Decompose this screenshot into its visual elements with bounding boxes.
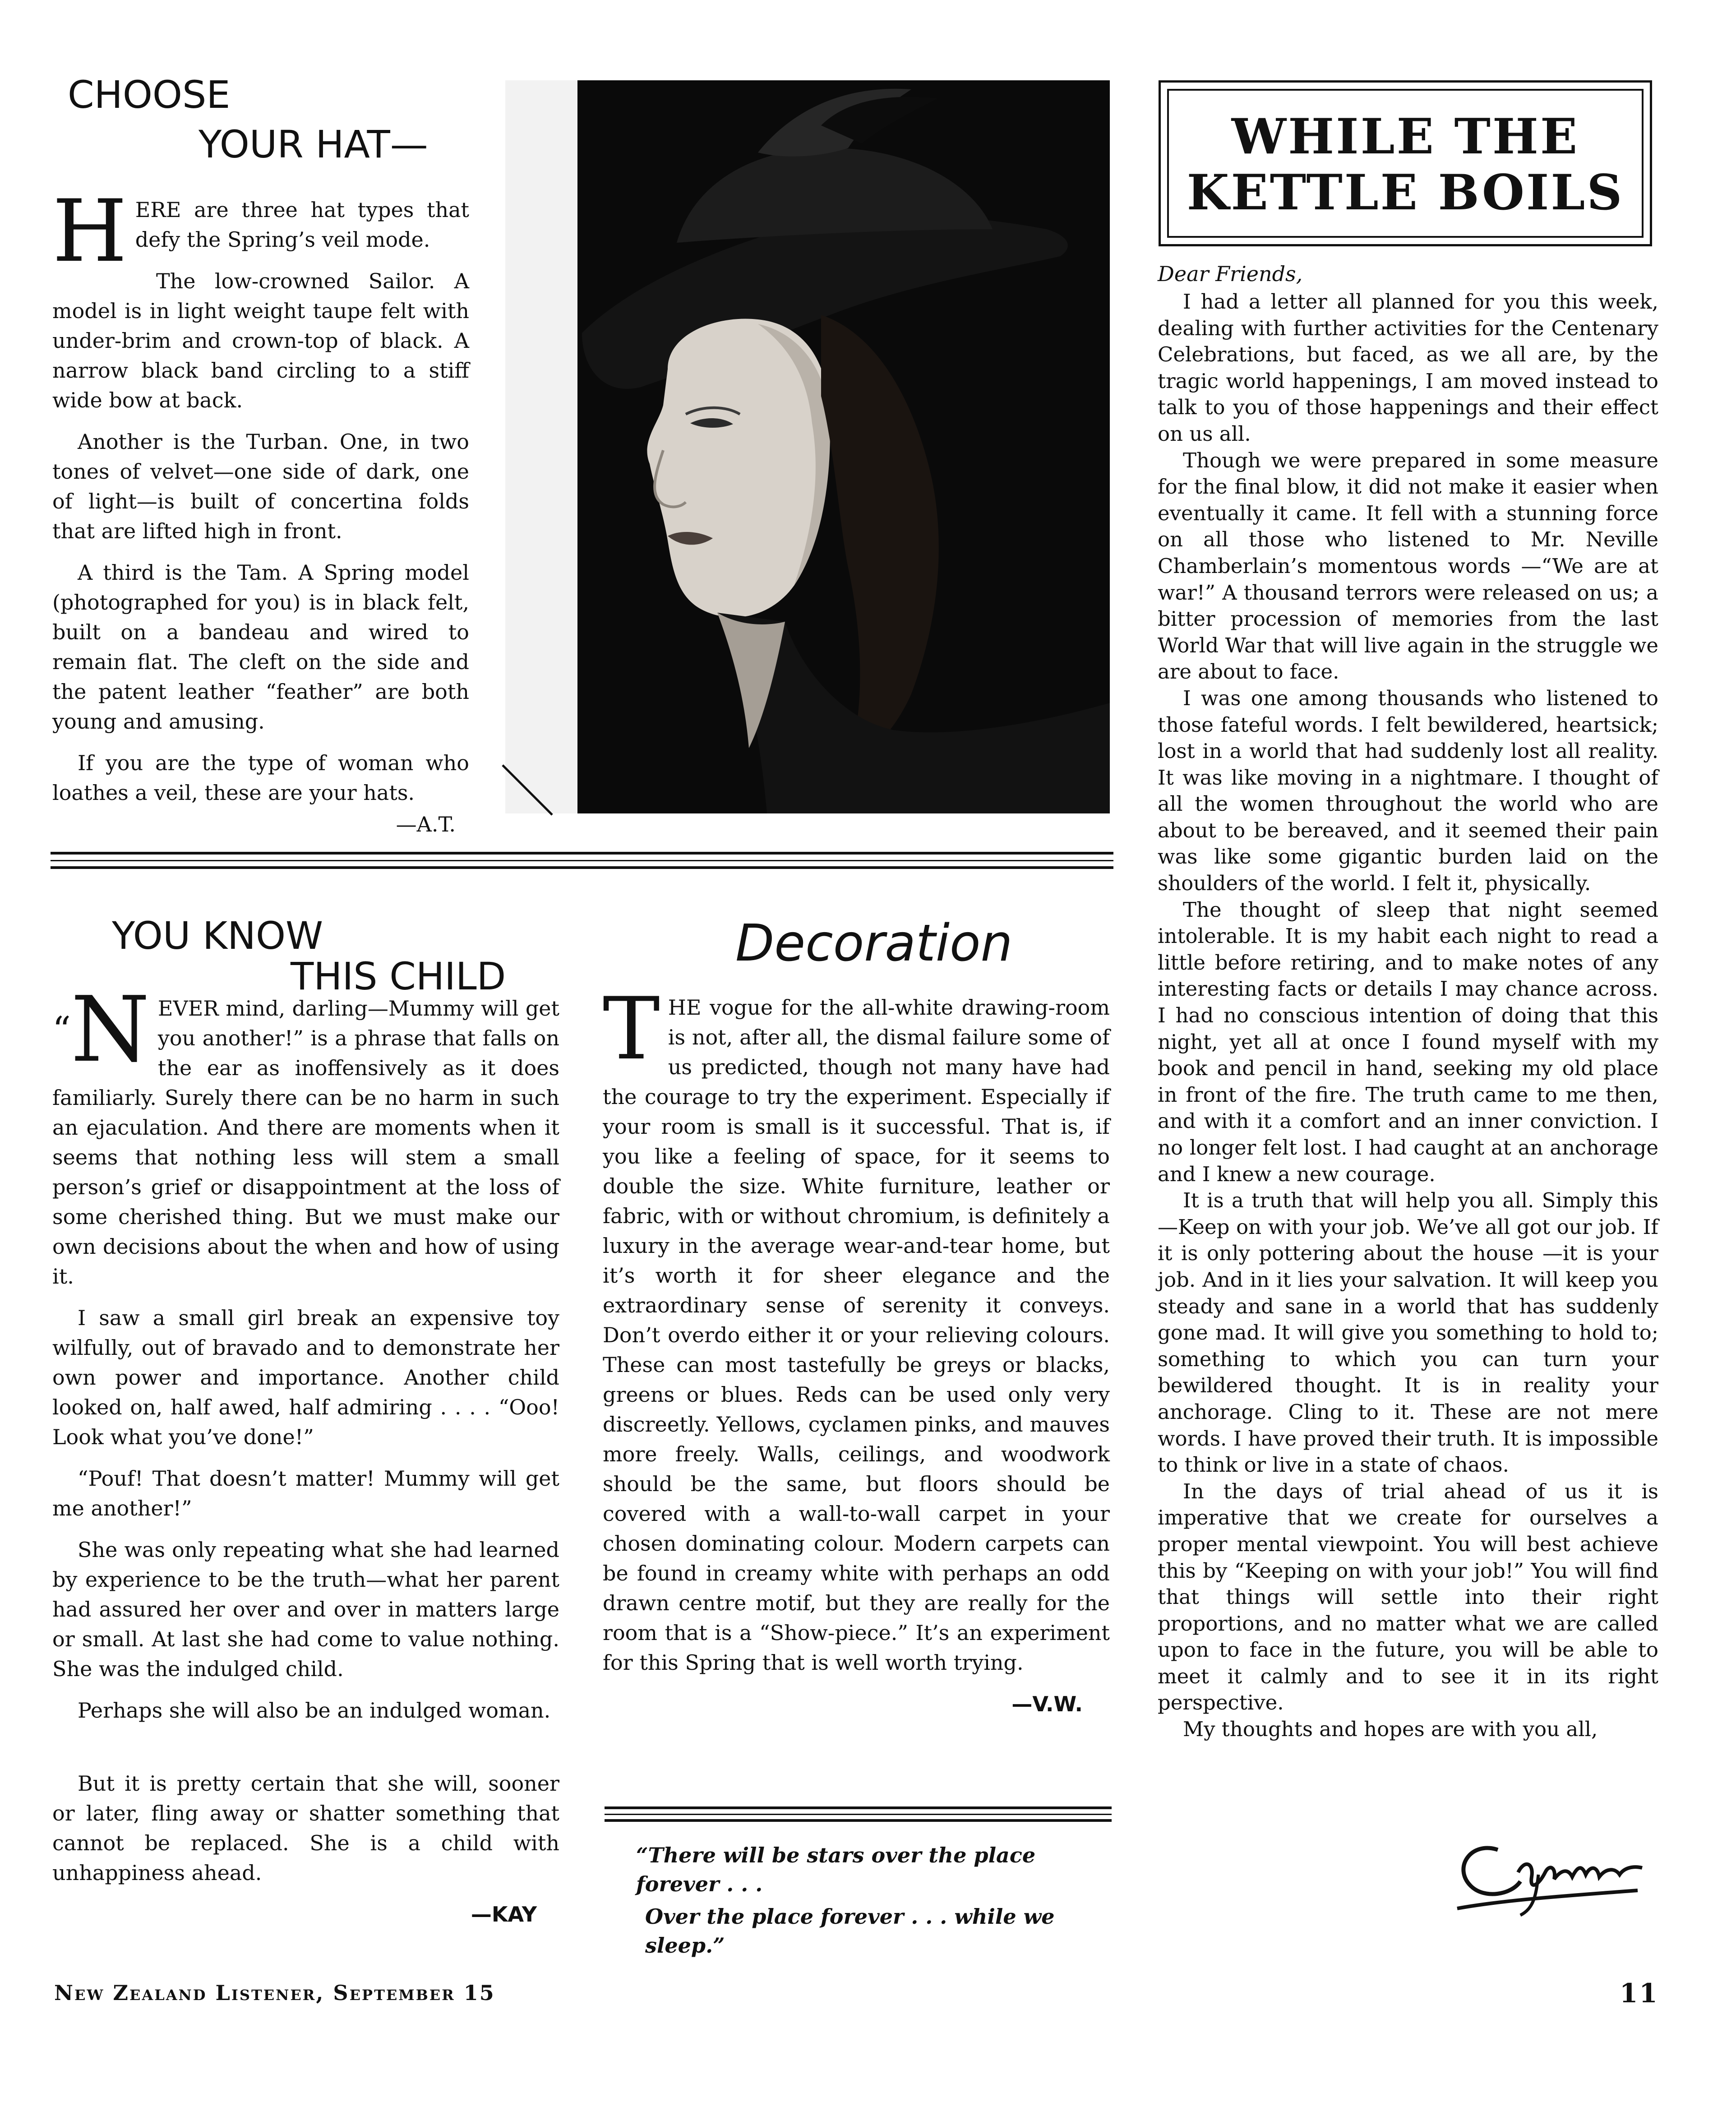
child-article-body <box>52 977 559 1929</box>
decoration-signature: —V.W. <box>1011 1692 1083 1716</box>
kettle-column <box>1158 259 1658 1743</box>
kettle-paragraph-3: I was one among thousands who listened to those fateful words. I felt bewildered, heartsick; lost in a world that had suddenly lost all reality. It was like moving in a nightmare. I thought of all the women throughout the world who are about to be bereaved, and it seemed their pain was like some gigantic burden laid on the shoulders of the world. I felt it, physically. <box>1158 686 1658 896</box>
quote-rule-1 <box>605 1806 1112 1809</box>
child-open-quote: “ <box>52 1009 71 1051</box>
child-dropcap <box>52 977 150 1082</box>
section-rule-top <box>51 852 1113 855</box>
quote-line-1: “There will be stars over the place forever . . . <box>636 1843 1036 1896</box>
decoration-dropcap: T <box>603 979 660 1079</box>
quote-rule-2 <box>605 1814 1112 1815</box>
child-paragraph-3: “Pouf! That doesn’t matter! Mummy will get me another!” <box>52 1466 559 1520</box>
cynthia-signature <box>1444 1832 1651 1922</box>
hat-article-body <box>52 181 469 839</box>
quote-line-2: Over the place forever . . . while we sleep.” <box>645 1904 1055 1958</box>
kettle-paragraph-1: I had a letter all planned for you this week, dealing with further activities for the Centenary Celebrations, but faced, as we all are, by the tragic world happenings, I am moved instead to talk to you of those happenings and their effect on us all. <box>1158 290 1658 446</box>
kettle-title-line2: KETTLE BOILS <box>1187 164 1624 221</box>
kettle-paragraph-6: In the days of trial ahead of us it is imperative that we create for ourselves a proper mental viewpoint. You will best achieve this by “Keeping on with your job!” You will find that things will settle into their right proportions, and no matter what we are called upon to face in the future, you will be able to meet it calmly and to see it in its right perspective. <box>1158 1479 1658 1715</box>
kettle-paragraph-7: My thoughts and hopes are with you all, <box>1183 1717 1598 1742</box>
kettle-paragraph-4: The thought of sleep that night seemed intolerable. It is my habit each night to read a little before retiring, and to make notes of any interesting facts or details I may chance across. I had no conscious intention of doing that this night, yet all at once I found myself with my book and pencil in hand, seeking my old place in front of the fire. The truth came to me then, and with it a comfort and an inner conviction. I no longer felt lost. I had caught at an anchorage and I knew a new courage. <box>1158 897 1658 1186</box>
hat-title-line2: YOUR HAT— <box>199 122 428 166</box>
child-title-line2: THIS CHILD <box>291 954 506 998</box>
kettle-paragraph-5: It is a truth that will help you all. Simply this—Keep on with your job. We’ve all got our job. If it is only pottering about the house —it is your job. And in it lies your salvation. It will keep you steady and sane in a world that has suddenly gone mad. It will give you something to hold to; something to which you can turn your bewildered thought. It is in reality your anchorage. Cling to it. These are not mere words. I have proved their truth. It is impossible to think or live in a state of chaos. <box>1158 1188 1658 1477</box>
child-paragraph-6: But it is pretty certain that she will, sooner or later, fling away or shatter something that cannot be replaced. She is a child with unhappiness ahead. <box>52 1771 559 1885</box>
child-paragraph-2: I saw a small girl break an expensive toy wilfully, out of bravado and to demonstrate her own power and importance. Another child looked on, half awed, half admiring . . . . “Ooo! Look what you’ve done!” <box>52 1306 559 1449</box>
quote-rule-3 <box>605 1819 1112 1822</box>
stray-mark-icon <box>500 762 559 821</box>
hat-title-line1: CHOOSE <box>68 73 231 117</box>
decoration-paragraph-1: vogue for the all-white drawing-room is not, after all, the dismal failure some of us predicted, though not many have had the courage to try the experiment. Especially if your room is small is it successful. That is, if you like a feeling of space, for it seems to double the size. White furniture, leather or fabric, with or without chromium, is definitely a luxury in the average wear-and-tear home, but it’s worth it for sheer elegance and the extraordinary sense of serenity it conveys. Don’t overdo either it or your relieving colours. These can most tastefully be greys or blacks, greens or blues. Reds can be used only very discreetly. Yellows, cyclamen pinks, and mauves more freely. Walls, ceilings, and woodwork should be the same, but floors should be covered with a wall-to-wall carpet in your chosen dominating colour. Modern carpets can be found in creamy white with perhaps an odd drawn centre motif, but they are really for the room that is a “Show-piece.” It’s an experiment for this Spring that is well worth trying. <box>603 995 1110 1675</box>
decoration-article-body <box>603 979 1110 1719</box>
kettle-salutation: Dear Friends, <box>1158 262 1303 286</box>
child-title-line1: YOU KNOW <box>112 914 323 958</box>
hat-paragraph-1: are three hat types that defy the Spring’s veil mode. <box>135 198 469 252</box>
section-rule-top-thin <box>51 860 1113 861</box>
kettle-title-line1: WHILE THE <box>1231 108 1579 165</box>
child-paragraph-5: Perhaps she will also be an indulged woman. <box>78 1698 551 1723</box>
child-paragraph-1: mind, darling—Mummy will get you another!” is a phrase that falls on the ear as inoffensively as it does familiarly. Surely there can be no harm in such an ejaculation. And there are moments when it seems that nothing less will stem a small person’s grief or disappointment at the loss of some cherished thing. But we must make our own decisions about the when and how of using it. <box>52 996 559 1289</box>
child-dropcap-letter: N <box>70 977 150 1082</box>
footer-publication: New Zealand Listener, September 15 <box>54 1981 495 2005</box>
kettle-paragraph-2: Though we were prepared in some measure for the final blow, it did not make it easier when eventually it came. It fell with a stunning force on all those who listened to Mr. Neville Chamberlain’s momentous words —“We are at war!” A thousand terrors were released on us; a bitter procession of memories from the last World War that will live again in the struggle we are about to face. <box>1158 448 1658 684</box>
hat-lead-caps: ERE <box>135 198 181 222</box>
hat-paragraph-3: Another is the Turban. One, in two tones of velvet—one side of dark, one of light—is built of concertina folds that are lifted high in front. <box>52 430 469 543</box>
child-signature: —KAY <box>471 1902 537 1926</box>
hat-paragraph-2: The low-crowned Sailor. A model is in light weight taupe felt with under-brim and crown-top of black. A narrow black band circling to a stiff wide bow at back. <box>52 269 469 412</box>
child-lead-caps: EVER <box>157 996 219 1021</box>
woman-in-hat-illustration <box>505 80 1110 813</box>
closing-quote <box>632 1841 1087 1960</box>
kettle-title-box <box>1159 80 1652 246</box>
hat-dropcap: H <box>52 181 127 281</box>
decoration-lead-caps: HE <box>668 995 702 1020</box>
footer-page-number: 11 <box>1620 1978 1659 2009</box>
hat-paragraph-5: If you are the type of woman who loathes a veil, these are your hats. <box>52 751 469 805</box>
hat-signature: —A.T. <box>396 812 456 836</box>
hat-model-photo <box>505 80 1110 813</box>
child-paragraph-4: She was only repeating what she had learned by experience to be the truth—what her parent had assured her over and over in matters large or small. At last she had come to value nothing. She was the indulged child. <box>52 1538 559 1681</box>
decoration-title: Decoration <box>735 914 1013 973</box>
section-rule-top-2 <box>51 866 1113 869</box>
hat-paragraph-4: A third is the Tam. A Spring model (photographed for you) is in black felt, built on a bandeau and wired to remain flat. The cleft on the side and the patent leather “feather” are both young and amusing. <box>52 560 469 734</box>
kettle-body <box>1158 289 1658 1743</box>
